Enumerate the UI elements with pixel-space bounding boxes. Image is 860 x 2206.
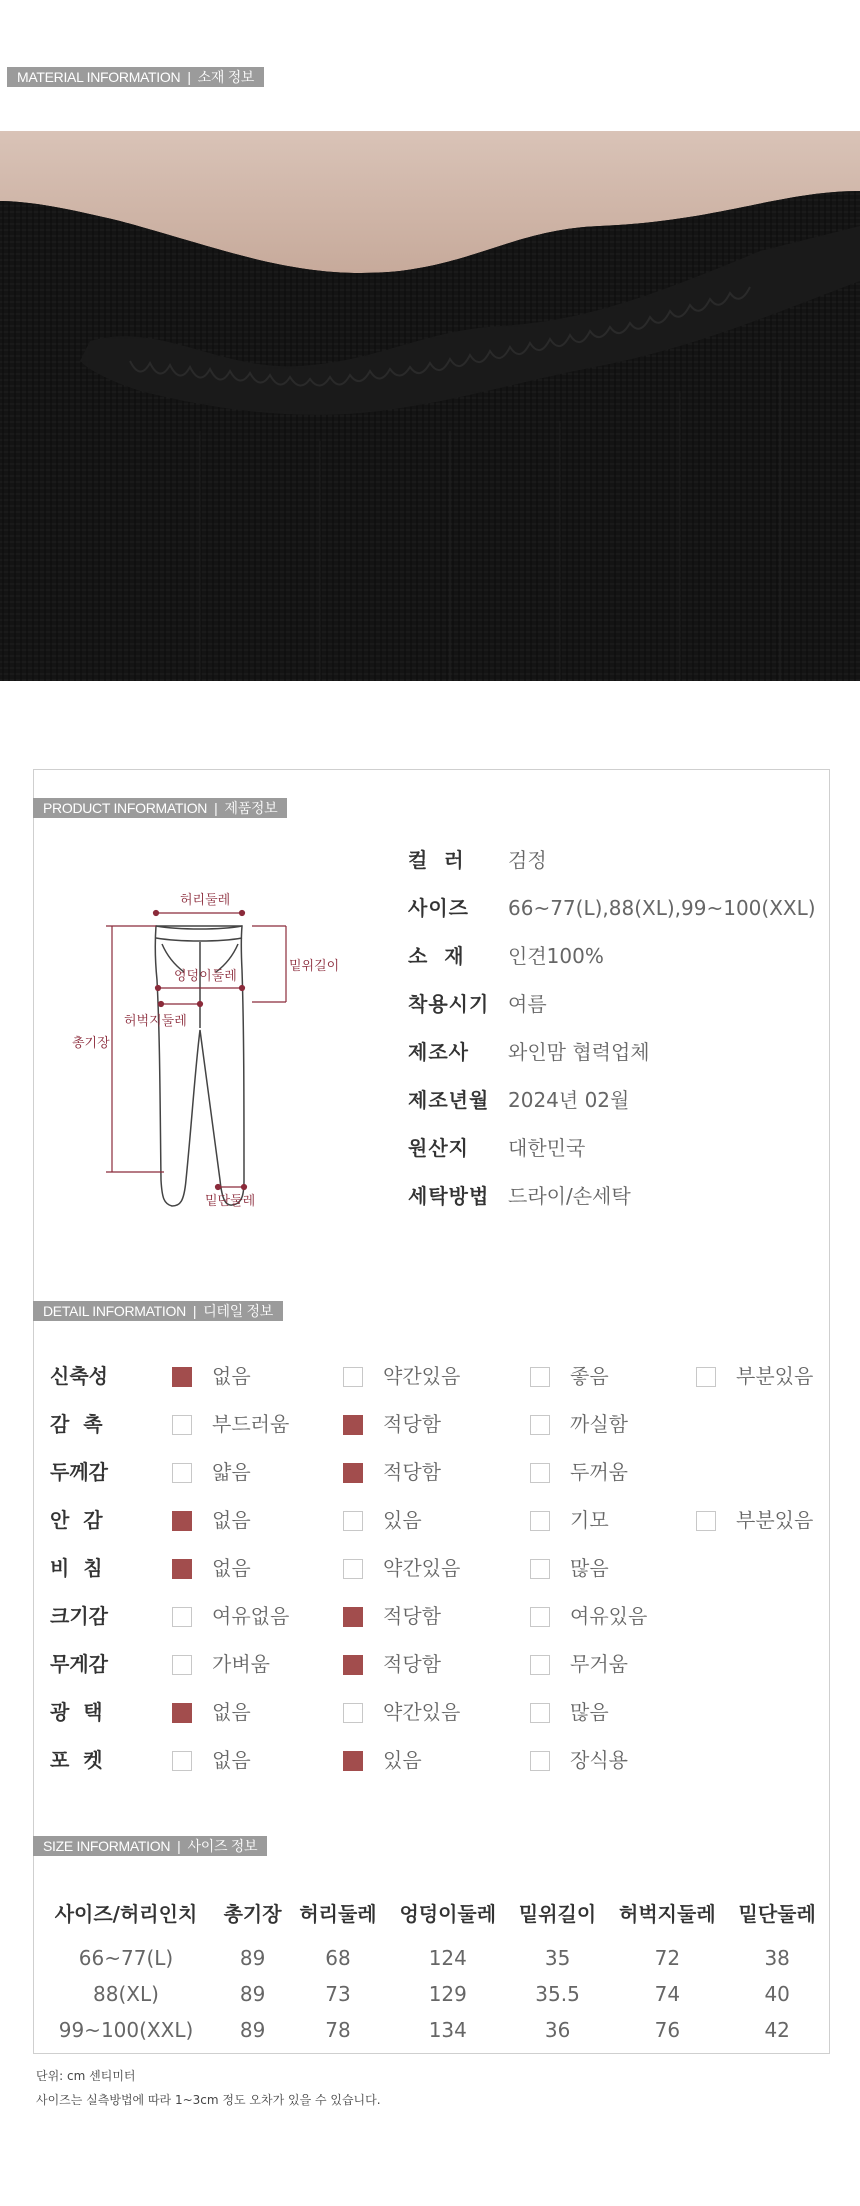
diagram-waist-label: 허리둘레 <box>180 893 231 908</box>
empty-box-icon <box>530 1703 550 1723</box>
detail-info-label-en: DETAIL INFORMATION <box>43 1303 186 1319</box>
product-row-key: 세탁방법 <box>408 1184 490 1208</box>
size-header-cell: 엉덩이둘레 <box>399 1901 497 1926</box>
size-header-cell: 허리둘레 <box>299 1901 377 1926</box>
size-cell: 74 <box>654 1982 681 2006</box>
checked-box-icon <box>343 1415 363 1435</box>
detail-row <box>50 1553 830 1583</box>
checked-box-icon <box>343 1463 363 1483</box>
detail-option-label: 부드러움 <box>212 1412 290 1436</box>
detail-info-label-ko: 디테일 정보 <box>203 1303 273 1319</box>
size-cell: 35.5 <box>535 1982 580 2006</box>
product-row-value: 여름 <box>508 992 547 1016</box>
detail-option-label: 장식용 <box>570 1748 628 1772</box>
detail-row <box>50 1457 830 1487</box>
checked-box-icon <box>343 1751 363 1771</box>
detail-option-label: 없음 <box>212 1748 251 1772</box>
empty-box-icon <box>530 1607 550 1627</box>
empty-box-icon <box>343 1559 363 1579</box>
empty-box-icon <box>172 1655 192 1675</box>
detail-option-label: 없음 <box>212 1700 251 1724</box>
empty-box-icon <box>172 1751 192 1771</box>
checked-box-icon <box>343 1607 363 1627</box>
detail-option-label: 많음 <box>570 1556 609 1580</box>
empty-box-icon <box>343 1367 363 1387</box>
unit-note: 단위: cm 센티미터 <box>36 2069 136 2083</box>
detail-row-key: 광 택 <box>50 1700 103 1724</box>
size-header-cell: 총기장 <box>223 1901 282 1926</box>
size-header-cell: 허벅지둘레 <box>619 1901 716 1926</box>
detail-option-label: 있음 <box>383 1748 422 1772</box>
detail-row <box>50 1745 830 1775</box>
detail-row <box>50 1697 830 1727</box>
diagram-rise-label: 밑위길이 <box>289 959 340 974</box>
diagram-thigh-label: 허벅지둘레 <box>124 1014 187 1029</box>
detail-option-label: 가벼움 <box>212 1652 270 1676</box>
empty-box-icon <box>696 1511 716 1531</box>
size-notes <box>36 2064 381 2112</box>
product-row-key: 사이즈 <box>408 896 469 920</box>
checked-box-icon <box>172 1367 192 1387</box>
product-row-key: 제조년월 <box>408 1088 490 1112</box>
detail-option-label: 여유없음 <box>212 1604 290 1628</box>
size-info-label-ko: 사이즈 정보 <box>187 1838 258 1854</box>
detail-option-label: 없음 <box>212 1556 251 1580</box>
product-row-value: 66~77(L),88(XL),99~100(XXL) <box>508 896 816 920</box>
size-cell: 124 <box>428 1946 467 1970</box>
detail-option-label: 없음 <box>212 1364 251 1388</box>
detail-row-key: 두께감 <box>50 1460 108 1484</box>
size-header-cell: 밑단둘레 <box>738 1901 816 1926</box>
size-cell: 89 <box>239 1946 266 1970</box>
detail-option-label: 기모 <box>570 1508 609 1532</box>
size-cell: 134 <box>428 2018 467 2042</box>
detail-row <box>50 1601 830 1631</box>
size-cell: 42 <box>764 2018 790 2042</box>
size-cell: 88(XL) <box>93 1982 159 2006</box>
product-row-value: 2024년 02월 <box>508 1088 630 1112</box>
detail-option-label: 여유있음 <box>570 1604 648 1628</box>
product-row-value: 검정 <box>508 848 547 872</box>
detail-row <box>50 1649 830 1679</box>
product-row-key: 착용시기 <box>408 992 490 1016</box>
empty-box-icon <box>343 1511 363 1531</box>
size-cell: 35 <box>544 1946 571 1970</box>
size-cell: 89 <box>239 1982 266 2006</box>
detail-option-label: 적당함 <box>383 1604 441 1628</box>
size-table-header <box>36 1880 826 1940</box>
detail-row-key: 신축성 <box>50 1364 108 1388</box>
product-row-key: 컬 러 <box>408 848 465 872</box>
empty-box-icon <box>530 1367 550 1387</box>
detail-row <box>50 1409 830 1439</box>
size-info-label-en: SIZE INFORMATION <box>43 1838 171 1854</box>
detail-row-key: 무게감 <box>50 1652 108 1676</box>
detail-option-label: 많음 <box>570 1700 609 1724</box>
size-cell: 68 <box>325 1946 351 1970</box>
size-cell: 78 <box>325 2018 351 2042</box>
product-info-label-en: PRODUCT INFORMATION <box>43 800 208 816</box>
checked-box-icon <box>343 1655 363 1675</box>
empty-box-icon <box>530 1463 550 1483</box>
size-cell: 40 <box>764 1982 790 2006</box>
table-row <box>36 2012 826 2048</box>
size-cell: 66~77(L) <box>78 1946 174 1970</box>
size-header-cell: 밑위길이 <box>518 1901 597 1926</box>
detail-option-label: 적당함 <box>383 1652 441 1676</box>
size-cell: 73 <box>325 1982 351 2006</box>
empty-box-icon <box>172 1415 192 1435</box>
empty-box-icon <box>530 1559 550 1579</box>
size-info-label: SIZE INFORMATION | 사이즈 정보 <box>33 1836 267 1856</box>
detail-option-label: 좋음 <box>570 1364 609 1388</box>
empty-box-icon <box>530 1751 550 1771</box>
empty-box-icon <box>530 1415 550 1435</box>
product-row-key: 제조사 <box>408 1040 469 1064</box>
product-row-value: 대한민국 <box>508 1136 586 1160</box>
detail-option-label: 무거움 <box>570 1652 628 1676</box>
detail-option-label: 두꺼움 <box>570 1460 628 1484</box>
detail-row-key: 감 촉 <box>50 1412 103 1436</box>
detail-row <box>50 1505 830 1535</box>
diagram-length-label: 총기장 <box>72 1036 110 1051</box>
material-info-label: MATERIAL INFORMATION | 소재 정보 <box>7 67 264 87</box>
diagram-hip-label: 엉덩이둘레 <box>174 969 237 984</box>
checked-box-icon <box>172 1703 192 1723</box>
material-info-label-en: MATERIAL INFORMATION <box>17 69 181 85</box>
detail-option-label: 약간있음 <box>383 1556 461 1580</box>
tolerance-note: 사이즈는 실측방법에 따라 1~3cm 정도 오차가 있을 수 있습니다. <box>36 2093 381 2107</box>
checked-box-icon <box>172 1559 192 1579</box>
size-cell: 129 <box>428 1982 467 2006</box>
detail-option-label: 까실함 <box>570 1412 628 1436</box>
detail-row-key: 크기감 <box>50 1604 108 1628</box>
product-row-value: 와인맘 협력업체 <box>508 1040 650 1064</box>
detail-option-label: 있음 <box>383 1508 422 1532</box>
product-info-label-ko: 제품정보 <box>224 800 278 816</box>
size-header-cell: 사이즈/허리인치 <box>54 1901 198 1926</box>
detail-option-label: 얇음 <box>212 1460 251 1484</box>
material-info-label-ko: 소재 정보 <box>197 69 255 85</box>
detail-option-label: 약간있음 <box>383 1364 461 1388</box>
detail-row-key: 비 침 <box>50 1556 103 1580</box>
diagram-hem-label: 밑단둘레 <box>205 1194 256 1209</box>
product-row-value: 인견100% <box>508 944 604 968</box>
detail-option-label: 부분있음 <box>736 1508 814 1532</box>
detail-row <box>50 1361 830 1391</box>
size-cell: 36 <box>544 2018 571 2042</box>
size-cell: 76 <box>654 2018 681 2042</box>
empty-box-icon <box>172 1463 192 1483</box>
product-row-key: 소 재 <box>408 944 465 968</box>
table-row <box>36 1976 826 2012</box>
checked-box-icon <box>172 1511 192 1531</box>
product-info-label: PRODUCT INFORMATION | 제품정보 <box>33 798 287 818</box>
detail-info-label: DETAIL INFORMATION | 디테일 정보 <box>33 1301 283 1321</box>
empty-box-icon <box>696 1367 716 1387</box>
fabric-photo <box>0 131 860 681</box>
size-cell: 99~100(XXL) <box>58 2018 194 2042</box>
detail-option-label: 약간있음 <box>383 1700 461 1724</box>
size-cell: 89 <box>239 2018 266 2042</box>
empty-box-icon <box>530 1511 550 1531</box>
size-cell: 38 <box>764 1946 790 1970</box>
size-cell: 72 <box>654 1946 681 1970</box>
detail-row-key: 포 켓 <box>50 1748 103 1772</box>
size-table <box>36 1880 826 2048</box>
product-row-value: 드라이/손세탁 <box>508 1184 631 1208</box>
detail-option-label: 적당함 <box>383 1412 441 1436</box>
detail-option-label: 부분있음 <box>736 1364 814 1388</box>
detail-option-label: 없음 <box>212 1508 251 1532</box>
empty-box-icon <box>172 1607 192 1627</box>
table-row <box>36 1940 826 1976</box>
empty-box-icon <box>530 1655 550 1675</box>
detail-option-label: 적당함 <box>383 1460 441 1484</box>
product-row-key: 원산지 <box>408 1136 469 1160</box>
detail-row-key: 안 감 <box>50 1508 103 1532</box>
empty-box-icon <box>343 1703 363 1723</box>
